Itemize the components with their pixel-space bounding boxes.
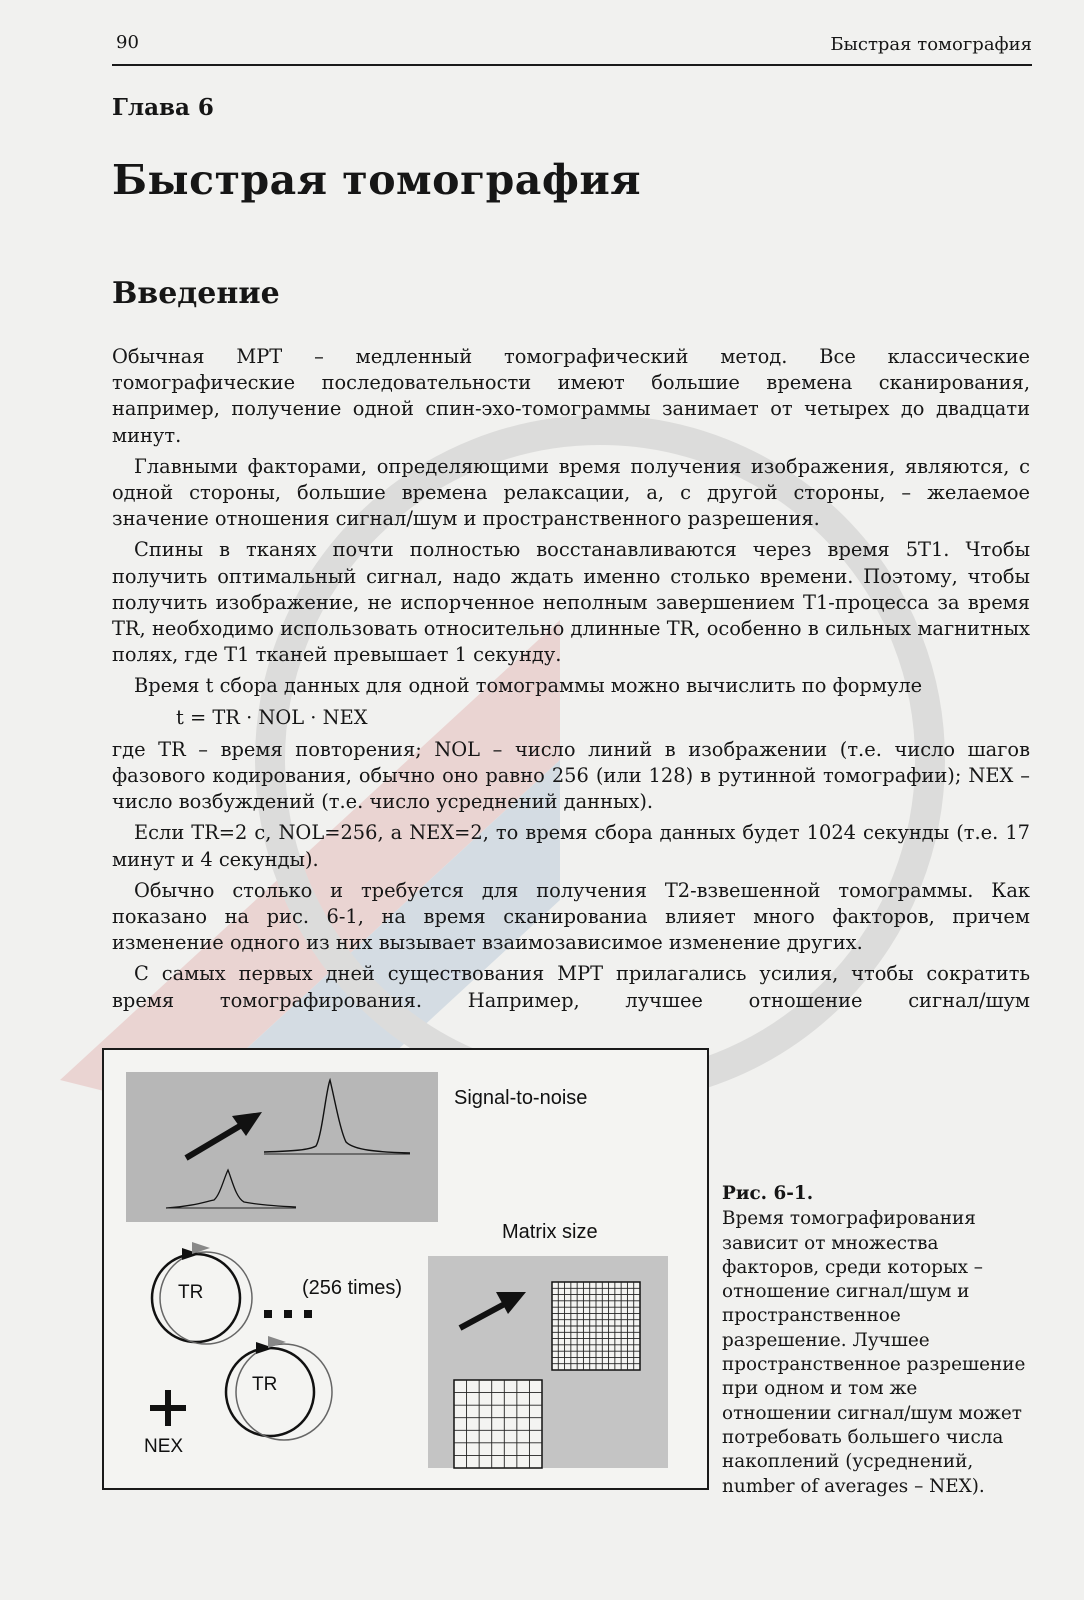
paragraph-3: Спины в тканях почти полностью восстанавливаются через время 5T1. Чтобы получить оптимальный сигнал, надо ждать именно столько времени. Поэтому, чтобы получить изображение, не испорченное неполным завершением T1-процесса за время TR, необходимо использовать относительно длинные TR, особенно в сильных магнитных полях, где T1 тканей превышает 1 секунду. — [112, 538, 1030, 667]
chapter-title: Быстрая томография — [112, 156, 642, 204]
nex-label: NEX — [144, 1436, 184, 1457]
signal-panel — [126, 1072, 438, 1222]
plus-icon — [150, 1390, 186, 1426]
repeat-count-label: (256 times) — [302, 1277, 403, 1299]
coarse-grid — [454, 1380, 542, 1468]
ellipsis-dots — [264, 1310, 312, 1318]
paragraph-4: Время t сбора данных для одной томограммы можно вычислить по формуле — [134, 674, 923, 698]
paragraph-8: С самых первых дней существования МРТ прилагались усилия, чтобы сократить время томографирования. Например, лучшее отношение сигнал/шум — [112, 962, 1030, 1012]
tr-label-top: TR — [178, 1282, 204, 1303]
signal-to-noise-label: Signal-to-noise — [454, 1087, 588, 1109]
figure-drawing — [104, 1050, 707, 1488]
caption-text: Время томографирования зависит от множества факторов, среди которых – отношение сигнал/шум и пространственное разрешение. Лучшее пространственное разрешение при одном и том же отношении сигнал/шум может потребовать большего числа накоплений (усреднений, number of averages – NEX). — [722, 1208, 1026, 1497]
page-number: 90 — [116, 32, 139, 53]
running-head — [112, 28, 1032, 66]
paragraph-5: где TR – время повторения; NOL – число линий в изображении (т.е. число шагов фазового кодирования, обычно оно равно 256 (или 128) в рутинной томографии); NEX – число возбуждений (т.е. число усреднений данных). — [112, 737, 1030, 814]
paragraph-1: Обычная МРТ – медленный томографический метод. Все классические томографические последовательности имеют большие времена сканирования, например, получение одной спин-эхо-томограммы занимает от четырех до двадцати минут. — [112, 345, 1030, 447]
figure-6-1 — [102, 1048, 709, 1490]
chapter-label: Глава 6 — [112, 94, 214, 121]
tr-label-bottom: TR — [252, 1374, 278, 1395]
paragraph-6: Если TR=2 с, NOL=256, а NEX=2, то время сбора данных будет 1024 секунды (т.е. 17 минут и 4 секунды). — [112, 821, 1030, 871]
section-title: Введение — [112, 276, 280, 311]
fine-grid — [552, 1282, 640, 1370]
running-title: Быстрая томография — [830, 34, 1032, 55]
formula: t = TR · NOL · NEX — [176, 705, 368, 729]
body-text — [112, 344, 1030, 1019]
paragraph-7: Обычно столько и требуется для получения T2-взвешенной томограммы. Как показано на рис. 6-1, на время сканированиа влияет много факторов, причем изменение одного из них вызывает взаимозависимое изменение других. — [112, 878, 1030, 955]
matrix-size-label: Matrix size — [502, 1221, 598, 1243]
tr-cycle-icon-second — [226, 1336, 332, 1440]
caption-label: Рис. 6-1. — [722, 1183, 814, 1204]
figure-caption — [722, 1182, 1028, 1499]
paragraph-2: Главными факторами, определяющими время получения изображения, являются, с одной стороны, большие времена релаксации, а, с другой стороны, – желаемое значение отношения сигнал/шум и пространственного разрешения. — [112, 454, 1030, 531]
